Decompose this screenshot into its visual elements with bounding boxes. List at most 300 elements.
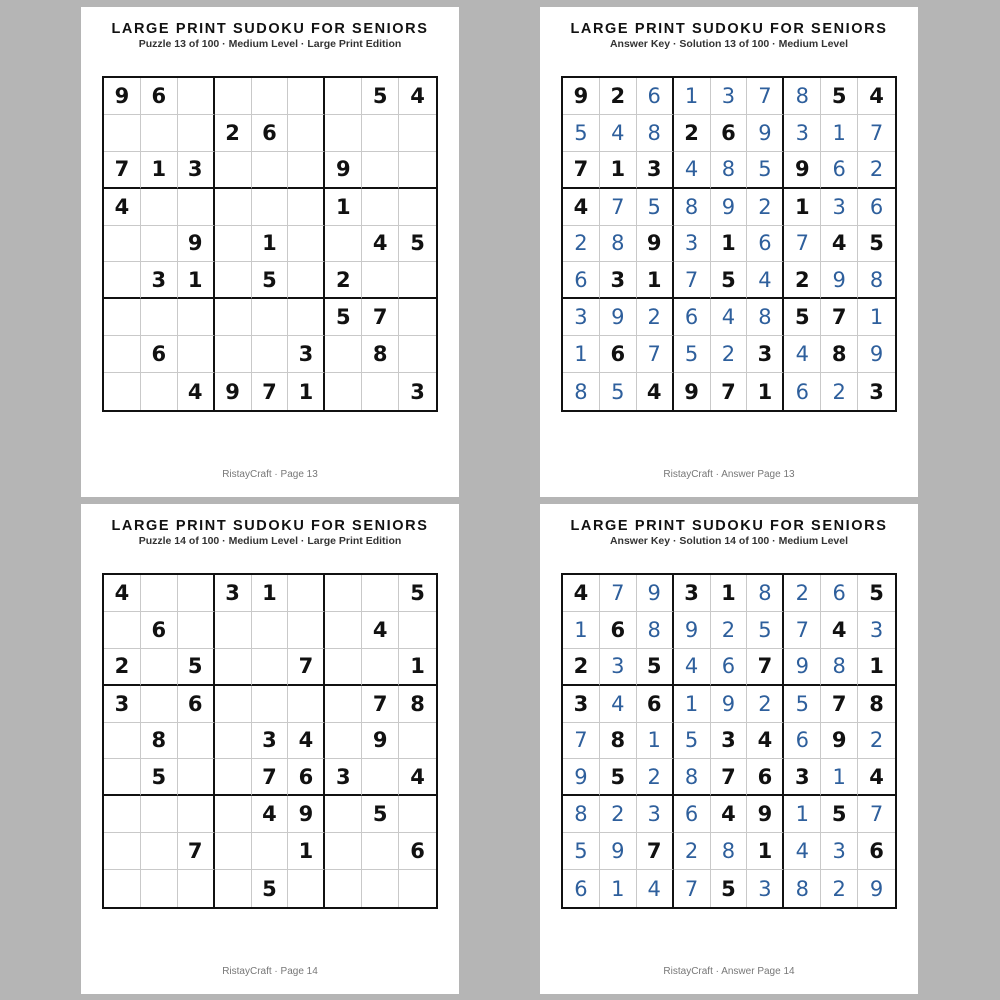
sudoku-cell: 9 <box>215 373 252 410</box>
page-title: LARGE PRINT SUDOKU FOR SENIORS <box>570 21 888 37</box>
sudoku-cell <box>288 870 325 907</box>
sudoku-cell <box>362 152 399 189</box>
sudoku-cell <box>141 115 178 152</box>
page-subtitle: Answer Key · Solution 14 of 100 · Medium Level <box>609 535 849 547</box>
sudoku-cell <box>104 723 141 760</box>
sudoku-cell <box>215 686 252 723</box>
sudoku-cell <box>104 299 141 336</box>
sudoku-cell: 2 <box>104 649 141 686</box>
sudoku-cell: 1 <box>784 189 821 226</box>
sudoku-cell: 6 <box>711 115 748 152</box>
sudoku-cell <box>141 575 178 612</box>
sudoku-cell: 9 <box>711 686 748 723</box>
sudoku-cell: 8 <box>637 612 674 649</box>
sudoku-cell: 8 <box>858 262 895 299</box>
sudoku-cell <box>362 189 399 226</box>
sudoku-cell: 7 <box>600 189 637 226</box>
sudoku-cell: 1 <box>821 759 858 796</box>
sudoku-cell <box>288 189 325 226</box>
sudoku-cell: 1 <box>325 189 362 226</box>
sudoku-cell <box>362 649 399 686</box>
sudoku-cell: 3 <box>563 686 600 723</box>
sudoku-cell <box>362 870 399 907</box>
sudoku-cell <box>252 686 289 723</box>
sudoku-cell: 3 <box>410 379 425 404</box>
sudoku-cell: 2 <box>600 796 637 833</box>
sudoku-cell: 9 <box>325 152 362 189</box>
sudoku-cell <box>288 612 325 649</box>
sudoku-solution-grid <box>561 573 897 909</box>
sudoku-cell <box>325 649 362 686</box>
sudoku-cell: 4 <box>600 115 637 152</box>
sudoku-cell <box>215 262 252 299</box>
sudoku-cell <box>288 262 325 299</box>
sudoku-cell: 7 <box>821 299 858 336</box>
sudoku-cell: 6 <box>674 796 711 833</box>
sudoku-cell: 4 <box>821 612 858 649</box>
sudoku-cell <box>325 723 362 760</box>
sudoku-cell: 7 <box>563 152 600 189</box>
sudoku-cell: 2 <box>637 299 674 336</box>
sudoku-cell: 5 <box>784 299 821 336</box>
sudoku-cell: 5 <box>711 262 748 299</box>
sudoku-cell: 6 <box>711 649 748 686</box>
sudoku-cell: 5 <box>674 336 711 373</box>
sudoku-cell: 5 <box>821 796 858 833</box>
sudoku-cell: 5 <box>141 759 178 796</box>
sudoku-cell <box>362 575 399 612</box>
sudoku-cell: 1 <box>674 78 711 115</box>
sudoku-grid <box>102 76 438 412</box>
sudoku-cell: 2 <box>637 759 674 796</box>
sudoku-cell: 3 <box>325 759 362 796</box>
sudoku-cell <box>399 152 436 189</box>
sudoku-cell: 1 <box>747 373 784 410</box>
sudoku-cell <box>362 373 399 410</box>
sudoku-cell: 1 <box>178 262 215 299</box>
sudoku-cell: 9 <box>362 723 399 760</box>
sudoku-cell <box>325 796 362 833</box>
sudoku-cell: 6 <box>784 723 821 760</box>
sudoku-cell: 1 <box>637 262 674 299</box>
sudoku-cell: 2 <box>215 115 252 152</box>
sudoku-cell: 6 <box>252 115 289 152</box>
sudoku-cell: 8 <box>674 189 711 226</box>
sudoku-cell: 9 <box>563 759 600 796</box>
sudoku-cell: 2 <box>563 226 600 263</box>
sudoku-cell <box>252 78 289 115</box>
sudoku-cell: 9 <box>288 796 325 833</box>
sudoku-cell <box>362 115 399 152</box>
sudoku-cell: 3 <box>637 796 674 833</box>
page-subtitle: Answer Key · Solution 13 of 100 · Medium Level <box>609 38 849 50</box>
sudoku-cell: 2 <box>858 723 895 760</box>
sudoku-cell: 4 <box>563 575 600 612</box>
sudoku-cell: 3 <box>821 833 858 870</box>
sudoku-cell: 9 <box>674 373 711 410</box>
sudoku-cell: 6 <box>178 686 215 723</box>
sudoku-cell: 7 <box>747 78 784 115</box>
sudoku-cell: 2 <box>711 336 748 373</box>
sudoku-cell <box>325 833 362 870</box>
sudoku-cell: 8 <box>858 686 895 723</box>
sudoku-cell: 3 <box>141 262 178 299</box>
sudoku-cell <box>215 299 252 336</box>
sudoku-cell <box>178 612 215 649</box>
sudoku-cell: 1 <box>563 612 600 649</box>
sudoku-cell <box>399 723 436 760</box>
sudoku-cell <box>252 336 289 373</box>
page-title: LARGE PRINT SUDOKU FOR SENIORS <box>111 518 429 534</box>
sudoku-cell: 8 <box>362 336 399 373</box>
sudoku-cell: 3 <box>747 336 784 373</box>
sudoku-cell <box>362 759 399 796</box>
sudoku-cell <box>215 336 252 373</box>
sudoku-cell: 1 <box>858 649 895 686</box>
sudoku-cell <box>215 759 252 796</box>
sudoku-cell: 5 <box>858 575 895 612</box>
sudoku-cell <box>215 226 252 263</box>
sudoku-cell: 3 <box>747 870 784 907</box>
sudoku-cell: 4 <box>821 226 858 263</box>
page-footer: RistayCraft · Page 13 <box>222 469 318 480</box>
sudoku-cell <box>104 796 141 833</box>
sudoku-cell: 3 <box>178 152 215 189</box>
sudoku-cell: 4 <box>637 870 674 907</box>
sudoku-cell <box>104 612 141 649</box>
sudoku-cell: 6 <box>563 262 600 299</box>
sudoku-cell: 6 <box>637 78 674 115</box>
sudoku-cell: 2 <box>711 612 748 649</box>
sudoku-cell: 2 <box>784 262 821 299</box>
sudoku-cell: 9 <box>104 78 141 115</box>
sudoku-cell <box>399 299 436 336</box>
sudoku-cell: 5 <box>362 78 399 115</box>
sudoku-grid <box>102 573 438 909</box>
sudoku-cell: 2 <box>325 262 362 299</box>
sudoku-cell <box>178 759 215 796</box>
sudoku-cell: 6 <box>858 189 895 226</box>
sudoku-cell: 5 <box>325 299 362 336</box>
sudoku-cell: 1 <box>141 152 178 189</box>
sudoku-cell: 2 <box>600 78 637 115</box>
sudoku-cell <box>288 299 325 336</box>
sudoku-cell: 8 <box>600 226 637 263</box>
sudoku-cell: 7 <box>674 870 711 907</box>
sudoku-cell <box>288 686 325 723</box>
sudoku-cell <box>178 723 215 760</box>
sudoku-cell <box>252 833 289 870</box>
sudoku-cell: 5 <box>784 686 821 723</box>
sudoku-cell <box>252 649 289 686</box>
sudoku-cell: 8 <box>637 115 674 152</box>
sudoku-cell: 4 <box>784 833 821 870</box>
sudoku-cell: 8 <box>784 870 821 907</box>
sudoku-cell: 6 <box>563 870 600 907</box>
sudoku-cell: 7 <box>674 262 711 299</box>
sudoku-cell: 7 <box>252 759 289 796</box>
sudoku-cell: 1 <box>600 870 637 907</box>
sudoku-cell <box>141 299 178 336</box>
sudoku-cell: 5 <box>637 189 674 226</box>
sudoku-cell: 7 <box>784 612 821 649</box>
sudoku-cell: 5 <box>858 226 895 263</box>
answer-page-13 <box>540 7 918 497</box>
sudoku-cell <box>178 336 215 373</box>
page-subtitle: Puzzle 14 of 100 · Medium Level · Large Print Edition <box>138 535 402 547</box>
sudoku-cell: 7 <box>104 152 141 189</box>
sudoku-cell: 4 <box>104 575 141 612</box>
sudoku-cell: 3 <box>869 379 884 404</box>
sudoku-cell: 5 <box>674 723 711 760</box>
sudoku-cell: 6 <box>141 336 178 373</box>
sudoku-cell <box>288 115 325 152</box>
sudoku-cell <box>325 115 362 152</box>
sudoku-cell: 1 <box>674 686 711 723</box>
sudoku-cell: 9 <box>711 189 748 226</box>
sudoku-cell: 8 <box>821 336 858 373</box>
sudoku-cell: 7 <box>858 115 895 152</box>
sudoku-cell: 7 <box>637 336 674 373</box>
sudoku-cell: 6 <box>637 686 674 723</box>
sudoku-cell: 5 <box>747 612 784 649</box>
sudoku-cell: 4 <box>362 226 399 263</box>
sudoku-cell: 6 <box>399 833 436 870</box>
sudoku-cell: 9 <box>637 226 674 263</box>
sudoku-cell <box>141 796 178 833</box>
sudoku-cell: 4 <box>399 759 436 796</box>
sudoku-cell <box>104 759 141 796</box>
sudoku-cell: 8 <box>141 723 178 760</box>
sudoku-cell: 1 <box>637 723 674 760</box>
sudoku-cell: 1 <box>784 796 821 833</box>
sudoku-cell <box>215 649 252 686</box>
sudoku-cell <box>325 870 362 907</box>
sudoku-cell: 2 <box>821 870 858 907</box>
sudoku-cell <box>215 723 252 760</box>
sudoku-cell: 9 <box>637 575 674 612</box>
sudoku-cell: 2 <box>858 152 895 189</box>
sudoku-cell: 7 <box>252 373 289 410</box>
sudoku-cell: 9 <box>600 833 637 870</box>
sudoku-cell <box>399 336 436 373</box>
sudoku-cell: 4 <box>711 796 748 833</box>
sudoku-solution-grid <box>561 76 897 412</box>
sudoku-cell <box>104 262 141 299</box>
page-footer: RistayCraft · Answer Page 14 <box>663 966 795 977</box>
sudoku-cell <box>325 612 362 649</box>
answer-page-14 <box>540 504 918 994</box>
sudoku-cell: 4 <box>252 796 289 833</box>
page-footer: RistayCraft · Page 14 <box>222 966 318 977</box>
sudoku-cell: 8 <box>711 152 748 189</box>
sudoku-cell <box>252 152 289 189</box>
sudoku-cell <box>325 373 362 410</box>
sudoku-cell: 7 <box>288 649 325 686</box>
sudoku-cell: 6 <box>821 575 858 612</box>
sudoku-cell <box>362 833 399 870</box>
sudoku-cell <box>104 336 141 373</box>
sudoku-cell <box>215 152 252 189</box>
sudoku-cell: 9 <box>869 876 884 901</box>
sudoku-cell: 5 <box>252 870 289 907</box>
sudoku-cell: 3 <box>711 723 748 760</box>
sudoku-cell: 8 <box>747 299 784 336</box>
page-title: LARGE PRINT SUDOKU FOR SENIORS <box>570 518 888 534</box>
sudoku-cell: 6 <box>600 336 637 373</box>
sudoku-cell: 3 <box>674 226 711 263</box>
sudoku-cell: 5 <box>178 649 215 686</box>
page-title: LARGE PRINT SUDOKU FOR SENIORS <box>111 21 429 37</box>
sudoku-cell <box>178 299 215 336</box>
sudoku-cell <box>104 373 141 410</box>
sudoku-cell: 5 <box>563 115 600 152</box>
sudoku-cell: 3 <box>784 759 821 796</box>
sudoku-cell: 8 <box>399 686 436 723</box>
sudoku-cell <box>215 78 252 115</box>
sudoku-cell: 3 <box>637 152 674 189</box>
sudoku-cell: 7 <box>747 649 784 686</box>
sudoku-cell: 4 <box>674 152 711 189</box>
sudoku-cell: 7 <box>362 299 399 336</box>
sudoku-cell <box>178 796 215 833</box>
sudoku-cell <box>252 299 289 336</box>
sudoku-cell: 3 <box>674 575 711 612</box>
sudoku-cell <box>141 189 178 226</box>
sudoku-cell <box>288 226 325 263</box>
sudoku-cell: 4 <box>858 78 895 115</box>
sudoku-cell: 5 <box>711 870 748 907</box>
sudoku-cell: 9 <box>821 262 858 299</box>
sudoku-cell <box>399 612 436 649</box>
sudoku-cell: 9 <box>600 299 637 336</box>
sudoku-cell: 3 <box>104 686 141 723</box>
sudoku-cell: 2 <box>674 833 711 870</box>
sudoku-cell: 1 <box>821 115 858 152</box>
sudoku-cell: 1 <box>252 226 289 263</box>
sudoku-cell <box>141 226 178 263</box>
sudoku-cell: 5 <box>362 796 399 833</box>
sudoku-cell: 4 <box>637 373 674 410</box>
sudoku-cell <box>104 115 141 152</box>
sudoku-cell: 4 <box>858 759 895 796</box>
sudoku-cell: 1 <box>858 299 895 336</box>
sudoku-cell <box>399 870 436 907</box>
sudoku-cell: 7 <box>600 575 637 612</box>
sudoku-cell: 6 <box>674 299 711 336</box>
sudoku-cell: 6 <box>858 833 895 870</box>
sudoku-cell: 3 <box>600 649 637 686</box>
sudoku-cell: 5 <box>399 226 436 263</box>
sudoku-cell: 5 <box>821 78 858 115</box>
sudoku-cell: 7 <box>858 796 895 833</box>
sudoku-cell <box>325 686 362 723</box>
sudoku-cell: 5 <box>399 575 436 612</box>
sudoku-cell: 1 <box>747 833 784 870</box>
sudoku-cell <box>215 796 252 833</box>
sudoku-cell <box>178 78 215 115</box>
sudoku-cell: 1 <box>711 226 748 263</box>
page-footer: RistayCraft · Answer Page 13 <box>663 469 795 480</box>
sudoku-cell <box>104 833 141 870</box>
page-subtitle: Puzzle 13 of 100 · Medium Level · Large Print Edition <box>138 38 402 50</box>
sudoku-cell: 8 <box>747 575 784 612</box>
sudoku-cell: 4 <box>362 612 399 649</box>
sudoku-cell <box>141 833 178 870</box>
sudoku-cell: 3 <box>563 299 600 336</box>
sudoku-cell <box>288 575 325 612</box>
sudoku-cell <box>141 649 178 686</box>
sudoku-cell <box>215 833 252 870</box>
sudoku-cell <box>399 189 436 226</box>
sudoku-cell: 7 <box>178 833 215 870</box>
sudoku-cell <box>252 189 289 226</box>
sudoku-cell <box>325 336 362 373</box>
sudoku-cell: 8 <box>711 833 748 870</box>
sudoku-cell: 1 <box>252 575 289 612</box>
sudoku-cell <box>104 226 141 263</box>
sudoku-cell: 1 <box>711 575 748 612</box>
sudoku-cell: 2 <box>747 189 784 226</box>
sudoku-cell: 8 <box>674 759 711 796</box>
sudoku-cell: 9 <box>747 115 784 152</box>
sudoku-cell <box>178 189 215 226</box>
sudoku-cell <box>399 115 436 152</box>
sudoku-cell <box>141 373 178 410</box>
sudoku-cell: 7 <box>563 723 600 760</box>
sudoku-cell: 9 <box>747 796 784 833</box>
sudoku-cell: 4 <box>784 336 821 373</box>
sudoku-cell: 5 <box>600 373 637 410</box>
sudoku-cell: 2 <box>674 115 711 152</box>
sudoku-cell: 9 <box>674 612 711 649</box>
sudoku-cell: 6 <box>821 152 858 189</box>
sudoku-cell <box>178 575 215 612</box>
sudoku-cell: 9 <box>858 336 895 373</box>
sudoku-cell <box>215 870 252 907</box>
sudoku-cell: 6 <box>141 78 178 115</box>
sudoku-cell: 8 <box>784 78 821 115</box>
sudoku-cell: 7 <box>362 686 399 723</box>
sudoku-cell <box>288 78 325 115</box>
sudoku-cell: 2 <box>563 649 600 686</box>
sudoku-cell: 4 <box>711 299 748 336</box>
sudoku-cell: 5 <box>747 152 784 189</box>
sudoku-cell: 4 <box>600 686 637 723</box>
sudoku-cell <box>252 612 289 649</box>
sudoku-cell: 4 <box>288 723 325 760</box>
sudoku-cell: 8 <box>600 723 637 760</box>
sudoku-cell: 1 <box>288 833 325 870</box>
sudoku-cell: 8 <box>563 796 600 833</box>
sudoku-cell: 5 <box>637 649 674 686</box>
sudoku-cell: 7 <box>637 833 674 870</box>
sudoku-cell: 4 <box>747 262 784 299</box>
sudoku-cell: 4 <box>178 373 215 410</box>
sudoku-cell: 6 <box>141 612 178 649</box>
sudoku-cell <box>288 152 325 189</box>
sudoku-cell: 9 <box>784 152 821 189</box>
sudoku-cell: 9 <box>784 649 821 686</box>
sudoku-cell: 4 <box>674 649 711 686</box>
sudoku-cell: 5 <box>252 262 289 299</box>
sudoku-cell: 1 <box>288 373 325 410</box>
sudoku-cell: 5 <box>600 759 637 796</box>
sudoku-cell: 6 <box>747 759 784 796</box>
sudoku-cell <box>399 796 436 833</box>
sudoku-cell: 6 <box>600 612 637 649</box>
sudoku-cell: 3 <box>711 78 748 115</box>
